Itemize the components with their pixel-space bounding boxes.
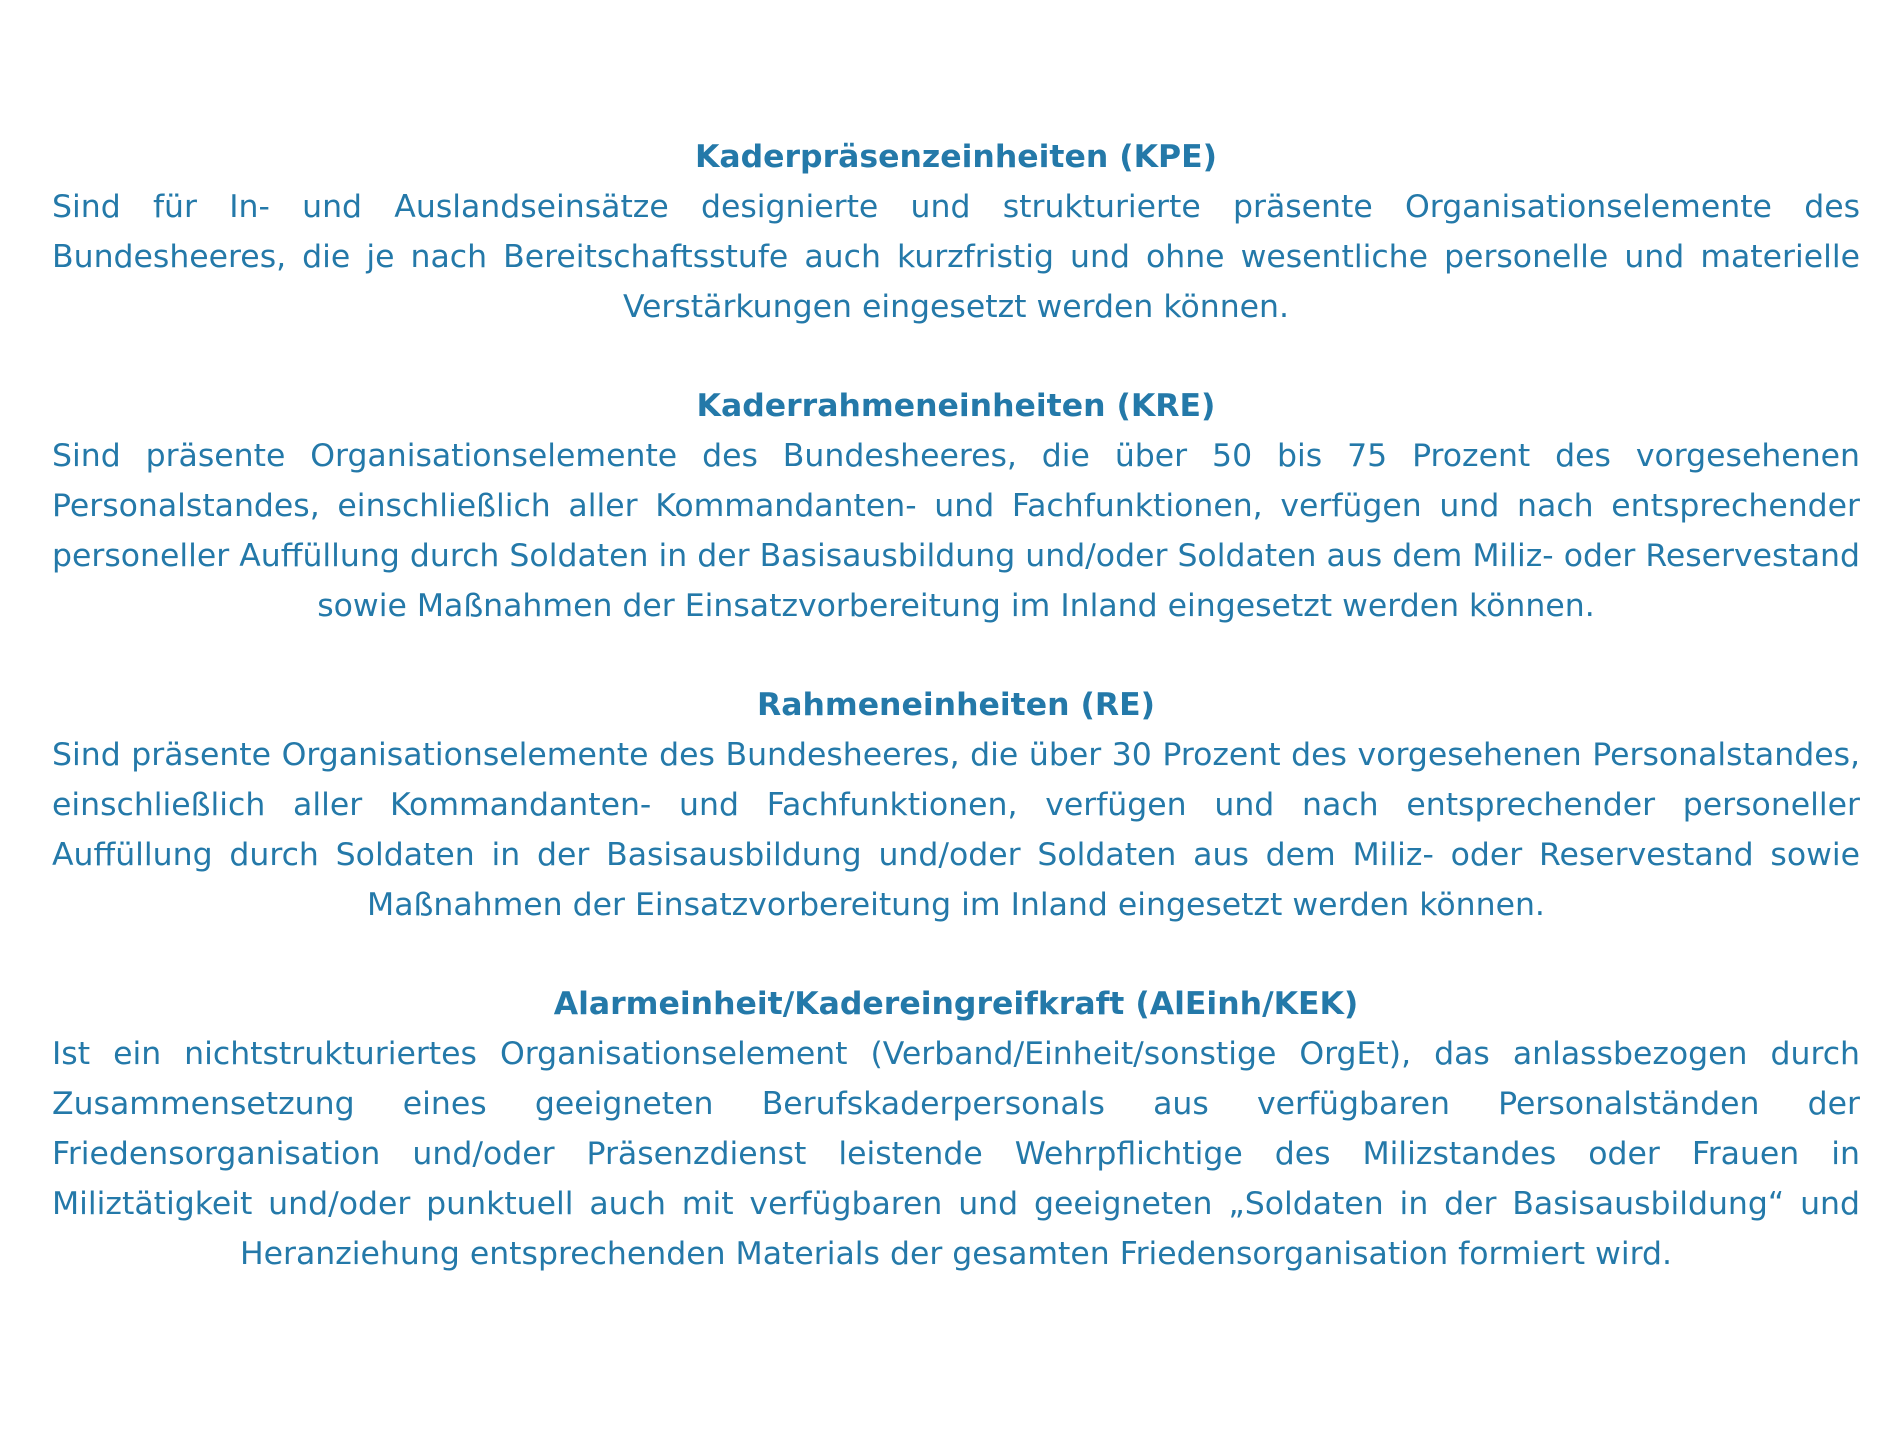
section-aleinh-kek xyxy=(52,979,1860,1279)
definitions-document xyxy=(52,132,1860,1328)
section-heading: Kaderpräsenzeinheiten (KPE) xyxy=(694,139,1218,175)
section-body: Sind für In- und Auslandseinsätze designierte und strukturierte präsente Organisationselemente des Bundesheeres, die je nach Bereitschaftsstufe auch kurzfristig und ohne wesentliche personelle und materielle Verstärkungen eingesetzt werden können. xyxy=(52,189,1860,325)
section-body: Ist ein nichtstrukturiertes Organisationselement (Verband/Einheit/sonstige OrgEt), das anlassbezogen durch Zusammensetzung eines geeigneten Berufskaderpersonals aus verfügbaren Personalständen der Friedensorganisation und/oder Präsenzdienst leistende Wehrpflichtige des Milizstandes oder Frauen in Miliztätigkeit und/oder punktuell auch mit verfügbaren und geeigneten „Soldaten in der Basisausbildung“ und Heranziehung entsprechenden Materials der gesamten Friedensorganisation formiert wird. xyxy=(52,1036,1860,1272)
section-re xyxy=(52,680,1860,930)
section-heading: Kaderrahmeneinheiten (KRE) xyxy=(696,388,1216,424)
section-heading: Rahmeneinheiten (RE) xyxy=(756,687,1156,723)
section-body: Sind präsente Organisationselemente des Bundesheeres, die über 30 Prozent des vorgesehenen Personalstandes, einschließlich aller Kommandanten- und Fachfunktionen, verfügen und nach entsprechender personeller Auffüllung durch Soldaten in der Basisausbildung und/oder Soldaten aus dem Miliz- oder Reservestand sowie Maßnahmen der Einsatzvorbereitung im Inland eingesetzt werden können. xyxy=(52,737,1860,923)
section-body: Sind präsente Organisationselemente des Bundesheeres, die über 50 bis 75 Prozent des vorgesehenen Personalstandes, einschließlich aller Kommandanten- und Fachfunktionen, verfügen und nach entsprechender personeller Auffüllung durch Soldaten in der Basisausbildung und/oder Soldaten aus dem Miliz- oder Reservestand sowie Maßnahmen der Einsatzvorbereitung im Inland eingesetzt werden können. xyxy=(52,438,1860,624)
section-kre xyxy=(52,381,1860,631)
section-kpe xyxy=(52,132,1860,332)
section-heading: Alarmeinheit/Kadereingreifkraft (AlEinh/KEK) xyxy=(553,986,1359,1022)
